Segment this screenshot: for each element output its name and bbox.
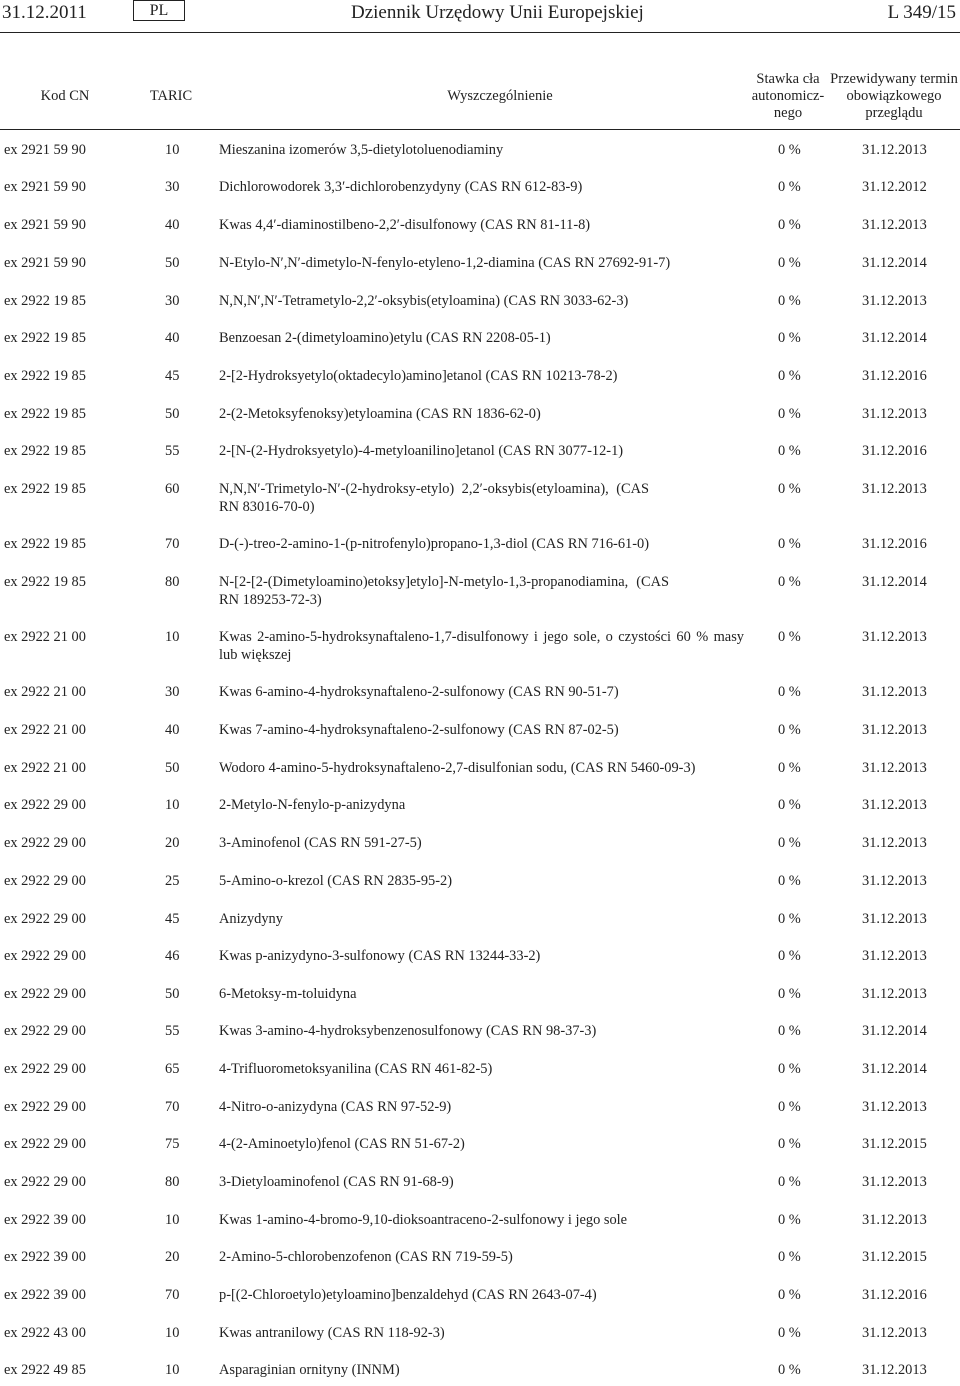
review-date-cell: 31.12.2013 bbox=[862, 406, 927, 422]
review-date-cell: 31.12.2013 bbox=[862, 142, 927, 158]
duty-rate-cell: 0 % bbox=[778, 142, 801, 158]
description-cell: D-(-)-treo-2-amino-1-(p-nitrofenylo)propano-1,3-diol (CAS RN 716-61-0) bbox=[219, 536, 650, 552]
description-cell: 6-Metoksy-m-toluidyna bbox=[219, 986, 357, 1002]
duty-rate-cell: 0 % bbox=[778, 797, 801, 813]
duty-rate-cell: 0 % bbox=[778, 1174, 801, 1190]
cn-code-cell: ex 2922 29 00 bbox=[4, 986, 86, 1002]
description-cell: N-[2-[2-(Dimetyloamino)etoksy]etylo]-N-metylo-1,3-propanodiamina, (CAS RN 189253-72-3) bbox=[219, 574, 669, 608]
taric-cell: 10 bbox=[165, 797, 180, 813]
review-date-cell: 31.12.2013 bbox=[862, 293, 927, 309]
description-cell: Kwas antranilowy (CAS RN 118-92-3) bbox=[219, 1325, 445, 1341]
review-date-cell: 31.12.2014 bbox=[862, 574, 927, 590]
cn-code-cell: ex 2922 29 00 bbox=[4, 1061, 86, 1077]
description-cell: N-Etylo-N′,N′-dimetylo-N-fenylo-etyleno-1,2-diamina (CAS RN 27692-91-7) bbox=[219, 255, 671, 271]
taric-cell: 40 bbox=[165, 217, 180, 233]
duty-rate-cell: 0 % bbox=[778, 1249, 801, 1265]
review-date-cell: 31.12.2013 bbox=[862, 1212, 927, 1228]
cn-code-cell: ex 2922 29 00 bbox=[4, 797, 86, 813]
taric-cell: 75 bbox=[165, 1136, 180, 1152]
duty-rate-cell: 0 % bbox=[778, 481, 801, 497]
description-cell: 2-(2-Metoksyfenoksy)etyloamina (CAS RN 1836-62-0) bbox=[219, 406, 541, 422]
taric-cell: 80 bbox=[165, 1174, 180, 1190]
taric-cell: 20 bbox=[165, 1249, 180, 1265]
description-cell: Benzoesan 2-(dimetyloamino)etylu (CAS RN 2208-05-1) bbox=[219, 330, 551, 346]
review-date-cell: 31.12.2013 bbox=[862, 1362, 927, 1378]
cn-code-cell: ex 2922 29 00 bbox=[4, 873, 86, 889]
cn-code-cell: ex 2922 29 00 bbox=[4, 948, 86, 964]
duty-rate-cell: 0 % bbox=[778, 1099, 801, 1115]
description-cell: Kwas 4,4′-diaminostilbeno-2,2′-disulfonowy (CAS RN 81-11-8) bbox=[219, 217, 591, 233]
review-date-cell: 31.12.2015 bbox=[862, 1136, 927, 1152]
description-cell: Dichlorowodorek 3,3′-dichlorobenzydyny (CAS RN 612-83-9) bbox=[219, 179, 583, 195]
description-cell: 2-Metylo-N-fenylo-p-anizydyna bbox=[219, 797, 406, 813]
cn-code-cell: ex 2921 59 90 bbox=[4, 217, 86, 233]
duty-rate-cell: 0 % bbox=[778, 443, 801, 459]
taric-cell: 10 bbox=[165, 1362, 180, 1378]
taric-cell: 10 bbox=[165, 142, 180, 158]
description-cell: 5-Amino-o-krezol (CAS RN 2835-95-2) bbox=[219, 873, 453, 889]
description-cell: 2-Amino-5-chlorobenzofenon (CAS RN 719-59-5) bbox=[219, 1249, 513, 1265]
duty-rate-cell: 0 % bbox=[778, 330, 801, 346]
review-date-cell: 31.12.2013 bbox=[862, 948, 927, 964]
cn-code-cell: ex 2922 21 00 bbox=[4, 629, 86, 645]
review-date-cell: 31.12.2016 bbox=[862, 368, 927, 384]
taric-cell: 40 bbox=[165, 722, 180, 738]
duty-rate-cell: 0 % bbox=[778, 406, 801, 422]
description-cell: Kwas p-anizydyno-3-sulfonowy (CAS RN 13244-33-2) bbox=[219, 948, 541, 964]
description-cell: Kwas 6-amino-4-hydroksynaftaleno-2-sulfonowy (CAS RN 90-51-7) bbox=[219, 684, 619, 700]
review-date-cell: 31.12.2015 bbox=[862, 1249, 927, 1265]
taric-cell: 80 bbox=[165, 574, 180, 590]
cn-code-cell: ex 2922 29 00 bbox=[4, 835, 86, 851]
review-date-cell: 31.12.2014 bbox=[862, 330, 927, 346]
duty-rate-cell: 0 % bbox=[778, 1212, 801, 1228]
cn-code-cell: ex 2922 19 85 bbox=[4, 574, 86, 590]
taric-cell: 60 bbox=[165, 481, 180, 497]
taric-cell: 45 bbox=[165, 911, 180, 927]
header-divider bbox=[0, 32, 960, 33]
taric-cell: 46 bbox=[165, 948, 180, 964]
taric-cell: 50 bbox=[165, 406, 180, 422]
taric-cell: 55 bbox=[165, 1023, 180, 1039]
taric-cell: 10 bbox=[165, 1212, 180, 1228]
cn-code-cell: ex 2922 43 00 bbox=[4, 1325, 86, 1341]
taric-cell: 50 bbox=[165, 986, 180, 1002]
taric-cell: 30 bbox=[165, 179, 180, 195]
description-cell: Kwas 3-amino-4-hydroksybenzenosulfonowy (CAS RN 98-37-3) bbox=[219, 1023, 597, 1039]
review-date-cell: 31.12.2013 bbox=[862, 1099, 927, 1115]
description-cell: 4-Nitro-o-anizydyna (CAS RN 97-52-9) bbox=[219, 1099, 452, 1115]
cn-code-cell: ex 2922 21 00 bbox=[4, 760, 86, 776]
taric-cell: 40 bbox=[165, 330, 180, 346]
language-badge: PL bbox=[133, 0, 185, 21]
taric-cell: 45 bbox=[165, 368, 180, 384]
cn-code-cell: ex 2922 39 00 bbox=[4, 1287, 86, 1303]
duty-rate-cell: 0 % bbox=[778, 368, 801, 384]
taric-cell: 30 bbox=[165, 684, 180, 700]
taric-cell: 20 bbox=[165, 835, 180, 851]
description-cell: Kwas 2-amino-5-hydroksynaftaleno-1,7-disulfonowy i jego sole, o czystości 60 % masy lub większej bbox=[219, 629, 744, 663]
duty-rate-cell: 0 % bbox=[778, 1362, 801, 1378]
description-cell: p-[(2-Chloroetylo)etyloamino]benzaldehyd (CAS RN 2643-07-4) bbox=[219, 1287, 597, 1303]
duty-rate-cell: 0 % bbox=[778, 574, 801, 590]
page-header bbox=[0, 0, 960, 30]
review-date-cell: 31.12.2013 bbox=[862, 797, 927, 813]
cn-code-cell: ex 2922 39 00 bbox=[4, 1212, 86, 1228]
cn-code-cell: ex 2922 49 85 bbox=[4, 1362, 86, 1378]
column-header-cn: Kod CN bbox=[40, 88, 90, 104]
review-date-cell: 31.12.2014 bbox=[862, 1061, 927, 1077]
duty-rate-cell: 0 % bbox=[778, 1023, 801, 1039]
description-cell: Kwas 7-amino-4-hydroksynaftaleno-2-sulfonowy (CAS RN 87-02-5) bbox=[219, 722, 619, 738]
cn-code-cell: ex 2921 59 90 bbox=[4, 255, 86, 271]
table-header bbox=[0, 60, 960, 127]
taric-cell: 65 bbox=[165, 1061, 180, 1077]
taric-cell: 50 bbox=[165, 760, 180, 776]
review-date-cell: 31.12.2016 bbox=[862, 1287, 927, 1303]
review-date-cell: 31.12.2012 bbox=[862, 179, 927, 195]
cn-code-cell: ex 2922 19 85 bbox=[4, 368, 86, 384]
taric-cell: 55 bbox=[165, 443, 180, 459]
duty-rate-cell: 0 % bbox=[778, 760, 801, 776]
review-date-cell: 31.12.2013 bbox=[862, 481, 927, 497]
review-date-cell: 31.12.2013 bbox=[862, 986, 927, 1002]
duty-rate-cell: 0 % bbox=[778, 1136, 801, 1152]
duty-rate-cell: 0 % bbox=[778, 217, 801, 233]
description-cell: 3-Dietyloaminofenol (CAS RN 91-68-9) bbox=[219, 1174, 454, 1190]
review-date-cell: 31.12.2013 bbox=[862, 760, 927, 776]
cn-code-cell: ex 2922 21 00 bbox=[4, 722, 86, 738]
journal-title: Dziennik Urzędowy Unii Europejskiej bbox=[351, 2, 644, 23]
cn-code-cell: ex 2922 19 85 bbox=[4, 443, 86, 459]
duty-rate-cell: 0 % bbox=[778, 986, 801, 1002]
review-date-cell: 31.12.2013 bbox=[862, 722, 927, 738]
review-date-cell: 31.12.2014 bbox=[862, 1023, 927, 1039]
taric-cell: 10 bbox=[165, 629, 180, 645]
taric-cell: 70 bbox=[165, 536, 180, 552]
review-date-cell: 31.12.2013 bbox=[862, 684, 927, 700]
cn-code-cell: ex 2922 21 00 bbox=[4, 684, 86, 700]
cn-code-cell: ex 2922 29 00 bbox=[4, 1174, 86, 1190]
description-cell: 4-Trifluorometoksyanilina (CAS RN 461-82-5) bbox=[219, 1061, 493, 1077]
cn-code-cell: ex 2922 19 85 bbox=[4, 330, 86, 346]
taric-cell: 25 bbox=[165, 873, 180, 889]
review-date-cell: 31.12.2013 bbox=[862, 629, 927, 645]
column-header-description: Wyszczególnienie bbox=[447, 88, 553, 104]
duty-rate-cell: 0 % bbox=[778, 536, 801, 552]
review-date-cell: 31.12.2013 bbox=[862, 1174, 927, 1190]
duty-rate-cell: 0 % bbox=[778, 1325, 801, 1341]
review-date-cell: 31.12.2016 bbox=[862, 443, 927, 459]
duty-rate-cell: 0 % bbox=[778, 873, 801, 889]
cn-code-cell: ex 2922 29 00 bbox=[4, 1099, 86, 1115]
duty-rate-cell: 0 % bbox=[778, 722, 801, 738]
review-date-cell: 31.12.2014 bbox=[862, 255, 927, 271]
duty-rate-cell: 0 % bbox=[778, 293, 801, 309]
duty-rate-cell: 0 % bbox=[778, 835, 801, 851]
cn-code-cell: ex 2922 19 85 bbox=[4, 481, 86, 497]
cn-code-cell: ex 2922 29 00 bbox=[4, 1136, 86, 1152]
cn-code-cell: ex 2922 19 85 bbox=[4, 536, 86, 552]
taric-cell: 30 bbox=[165, 293, 180, 309]
taric-cell: 70 bbox=[165, 1099, 180, 1115]
taric-cell: 70 bbox=[165, 1287, 180, 1303]
review-date-cell: 31.12.2013 bbox=[862, 1325, 927, 1341]
description-cell: Kwas 1-amino-4-bromo-9,10-dioksoantraceno-2-sulfonowy i jego sole bbox=[219, 1212, 628, 1228]
cn-code-cell: ex 2921 59 90 bbox=[4, 179, 86, 195]
cn-code-cell: ex 2921 59 90 bbox=[4, 142, 86, 158]
description-cell: Anizydyny bbox=[219, 911, 283, 927]
cn-code-cell: ex 2922 19 85 bbox=[4, 293, 86, 309]
table-header-divider bbox=[0, 129, 960, 130]
column-header-taric: TARIC bbox=[149, 88, 193, 104]
duty-rate-cell: 0 % bbox=[778, 629, 801, 645]
review-date-cell: 31.12.2013 bbox=[862, 873, 927, 889]
column-header-review-date: Przewidywany termin obowiązkowego przeglądu bbox=[830, 71, 958, 121]
taric-cell: 10 bbox=[165, 1325, 180, 1341]
duty-rate-cell: 0 % bbox=[778, 911, 801, 927]
description-cell: N,N,N′,N′-Tetrametylo-2,2′-oksybis(etyloamina) (CAS RN 3033-62-3) bbox=[219, 293, 629, 309]
description-cell: 4-(2-Aminoetylo)fenol (CAS RN 51-67-2) bbox=[219, 1136, 465, 1152]
description-cell: 2-[2-Hydroksyetylo(oktadecylo)amino]etanol (CAS RN 10213-78-2) bbox=[219, 368, 618, 384]
taric-cell: 50 bbox=[165, 255, 180, 271]
review-date-cell: 31.12.2013 bbox=[862, 911, 927, 927]
description-cell: Wodoro 4-amino-5-hydroksynaftaleno-2,7-disulfonian sodu, (CAS RN 5460-09-3) bbox=[219, 760, 696, 776]
publication-date: 31.12.2011 bbox=[2, 2, 87, 23]
duty-rate-cell: 0 % bbox=[778, 948, 801, 964]
duty-rate-cell: 0 % bbox=[778, 255, 801, 271]
description-cell: N,N,N′-Trimetylo-N′-(2-hydroksy-etylo) 2,2′-oksybis(etyloamina), (CAS RN 83016-70-0) bbox=[219, 481, 649, 515]
description-cell: 2-[N-(2-Hydroksyetylo)-4-metyloanilino]etanol (CAS RN 3077-12-1) bbox=[219, 443, 624, 459]
duty-rate-cell: 0 % bbox=[778, 1287, 801, 1303]
page-reference: L 349/15 bbox=[887, 2, 956, 23]
review-date-cell: 31.12.2016 bbox=[862, 536, 927, 552]
review-date-cell: 31.12.2013 bbox=[862, 835, 927, 851]
duty-rate-cell: 0 % bbox=[778, 684, 801, 700]
description-cell: 3-Aminofenol (CAS RN 591-27-5) bbox=[219, 835, 422, 851]
cn-code-cell: ex 2922 39 00 bbox=[4, 1249, 86, 1265]
cn-code-cell: ex 2922 29 00 bbox=[4, 911, 86, 927]
review-date-cell: 31.12.2013 bbox=[862, 217, 927, 233]
duty-rate-cell: 0 % bbox=[778, 179, 801, 195]
description-cell: Asparaginian ornityny (INNM) bbox=[219, 1362, 400, 1378]
column-header-duty-rate: Stawka cła autonomicz-nego bbox=[751, 71, 825, 121]
duty-rate-cell: 0 % bbox=[778, 1061, 801, 1077]
cn-code-cell: ex 2922 19 85 bbox=[4, 406, 86, 422]
cn-code-cell: ex 2922 29 00 bbox=[4, 1023, 86, 1039]
description-cell: Mieszanina izomerów 3,5-dietylotoluenodiaminy bbox=[219, 142, 504, 158]
